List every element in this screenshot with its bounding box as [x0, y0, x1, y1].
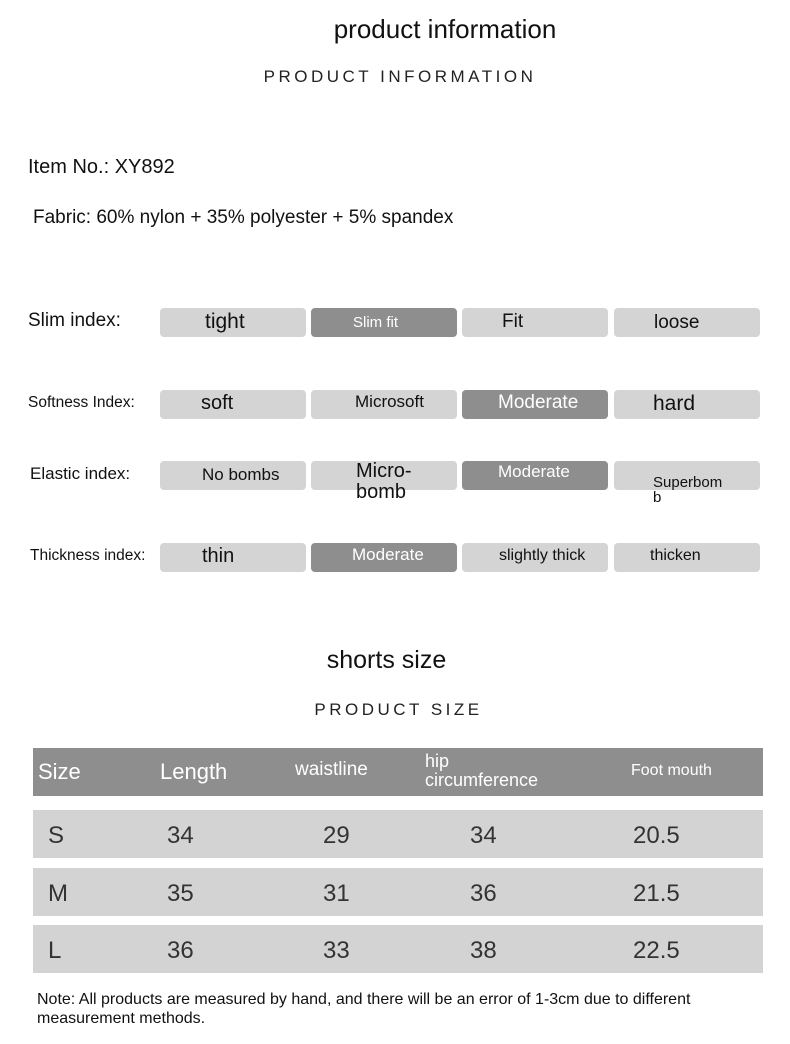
cell-waistline: 29 [323, 822, 350, 849]
cell-size: M [48, 880, 68, 907]
page-subtitle: PRODUCT INFORMATION [263, 67, 537, 86]
cell-length: 36 [167, 937, 194, 964]
softness-index-label: Softness Index: [28, 394, 135, 411]
cell-foot-mouth: 22.5 [633, 937, 680, 964]
size-section-title: shorts size [326, 646, 447, 674]
cell-hip: 36 [470, 880, 497, 907]
item-number: Item No.: XY892 [28, 156, 175, 178]
cell-waistline: 31 [323, 880, 350, 907]
page-title: product information [333, 14, 557, 44]
thickness-option-thicken: thicken [614, 543, 760, 572]
elastic-option-superbomb: Superbom b [614, 461, 760, 490]
size-table-header [33, 748, 763, 796]
cell-hip: 38 [470, 937, 497, 964]
measurement-note: Note: All products are measured by hand, and there will be an error of 1-3cm due to different measurement methods. [37, 991, 691, 1027]
slim-option-tight: tight [160, 308, 306, 337]
elastic-index-label: Elastic index: [30, 464, 131, 483]
table-row [33, 925, 763, 973]
thickness-option-moderate: Moderate [311, 543, 457, 572]
table-row [33, 810, 763, 858]
fabric-composition: Fabric: 60% nylon + 35% polyester + 5% spandex [33, 207, 454, 228]
size-section-subtitle: PRODUCT SIZE [314, 700, 483, 719]
header-waistline: waistline [295, 759, 368, 780]
slim-index-label: Slim index: [28, 310, 121, 331]
thickness-option-slightly-thick: slightly thick [462, 543, 608, 572]
softness-option-hard: hard [614, 390, 760, 419]
cell-size: L [48, 937, 62, 964]
elastic-option-moderate: Moderate [462, 461, 608, 490]
slim-option-loose: loose [614, 308, 760, 337]
header-length: Length [160, 759, 228, 784]
cell-length: 35 [167, 880, 194, 907]
elastic-option-micro-bomb: Micro- bomb [311, 461, 457, 490]
header-hip-circumference: hip circumference [425, 751, 539, 790]
cell-size: S [48, 822, 65, 849]
softness-option-moderate: Moderate [462, 390, 608, 419]
softness-option-microsoft: Microsoft [311, 390, 457, 419]
thickness-option-thin: thin [160, 543, 306, 572]
slim-option-slim-fit: Slim fit [311, 308, 457, 337]
header-foot-mouth: Foot mouth [631, 762, 712, 779]
table-row [33, 868, 763, 916]
cell-length: 34 [167, 822, 194, 849]
cell-hip: 34 [470, 822, 497, 849]
cell-waistline: 33 [323, 937, 350, 964]
cell-foot-mouth: 21.5 [633, 880, 680, 907]
thickness-index-label: Thickness index: [30, 547, 146, 564]
softness-option-soft: soft [160, 390, 306, 419]
elastic-option-no-bombs: No bombs [160, 461, 306, 490]
slim-option-fit: Fit [462, 308, 608, 337]
cell-foot-mouth: 20.5 [633, 822, 680, 849]
header-size: Size [38, 759, 81, 784]
